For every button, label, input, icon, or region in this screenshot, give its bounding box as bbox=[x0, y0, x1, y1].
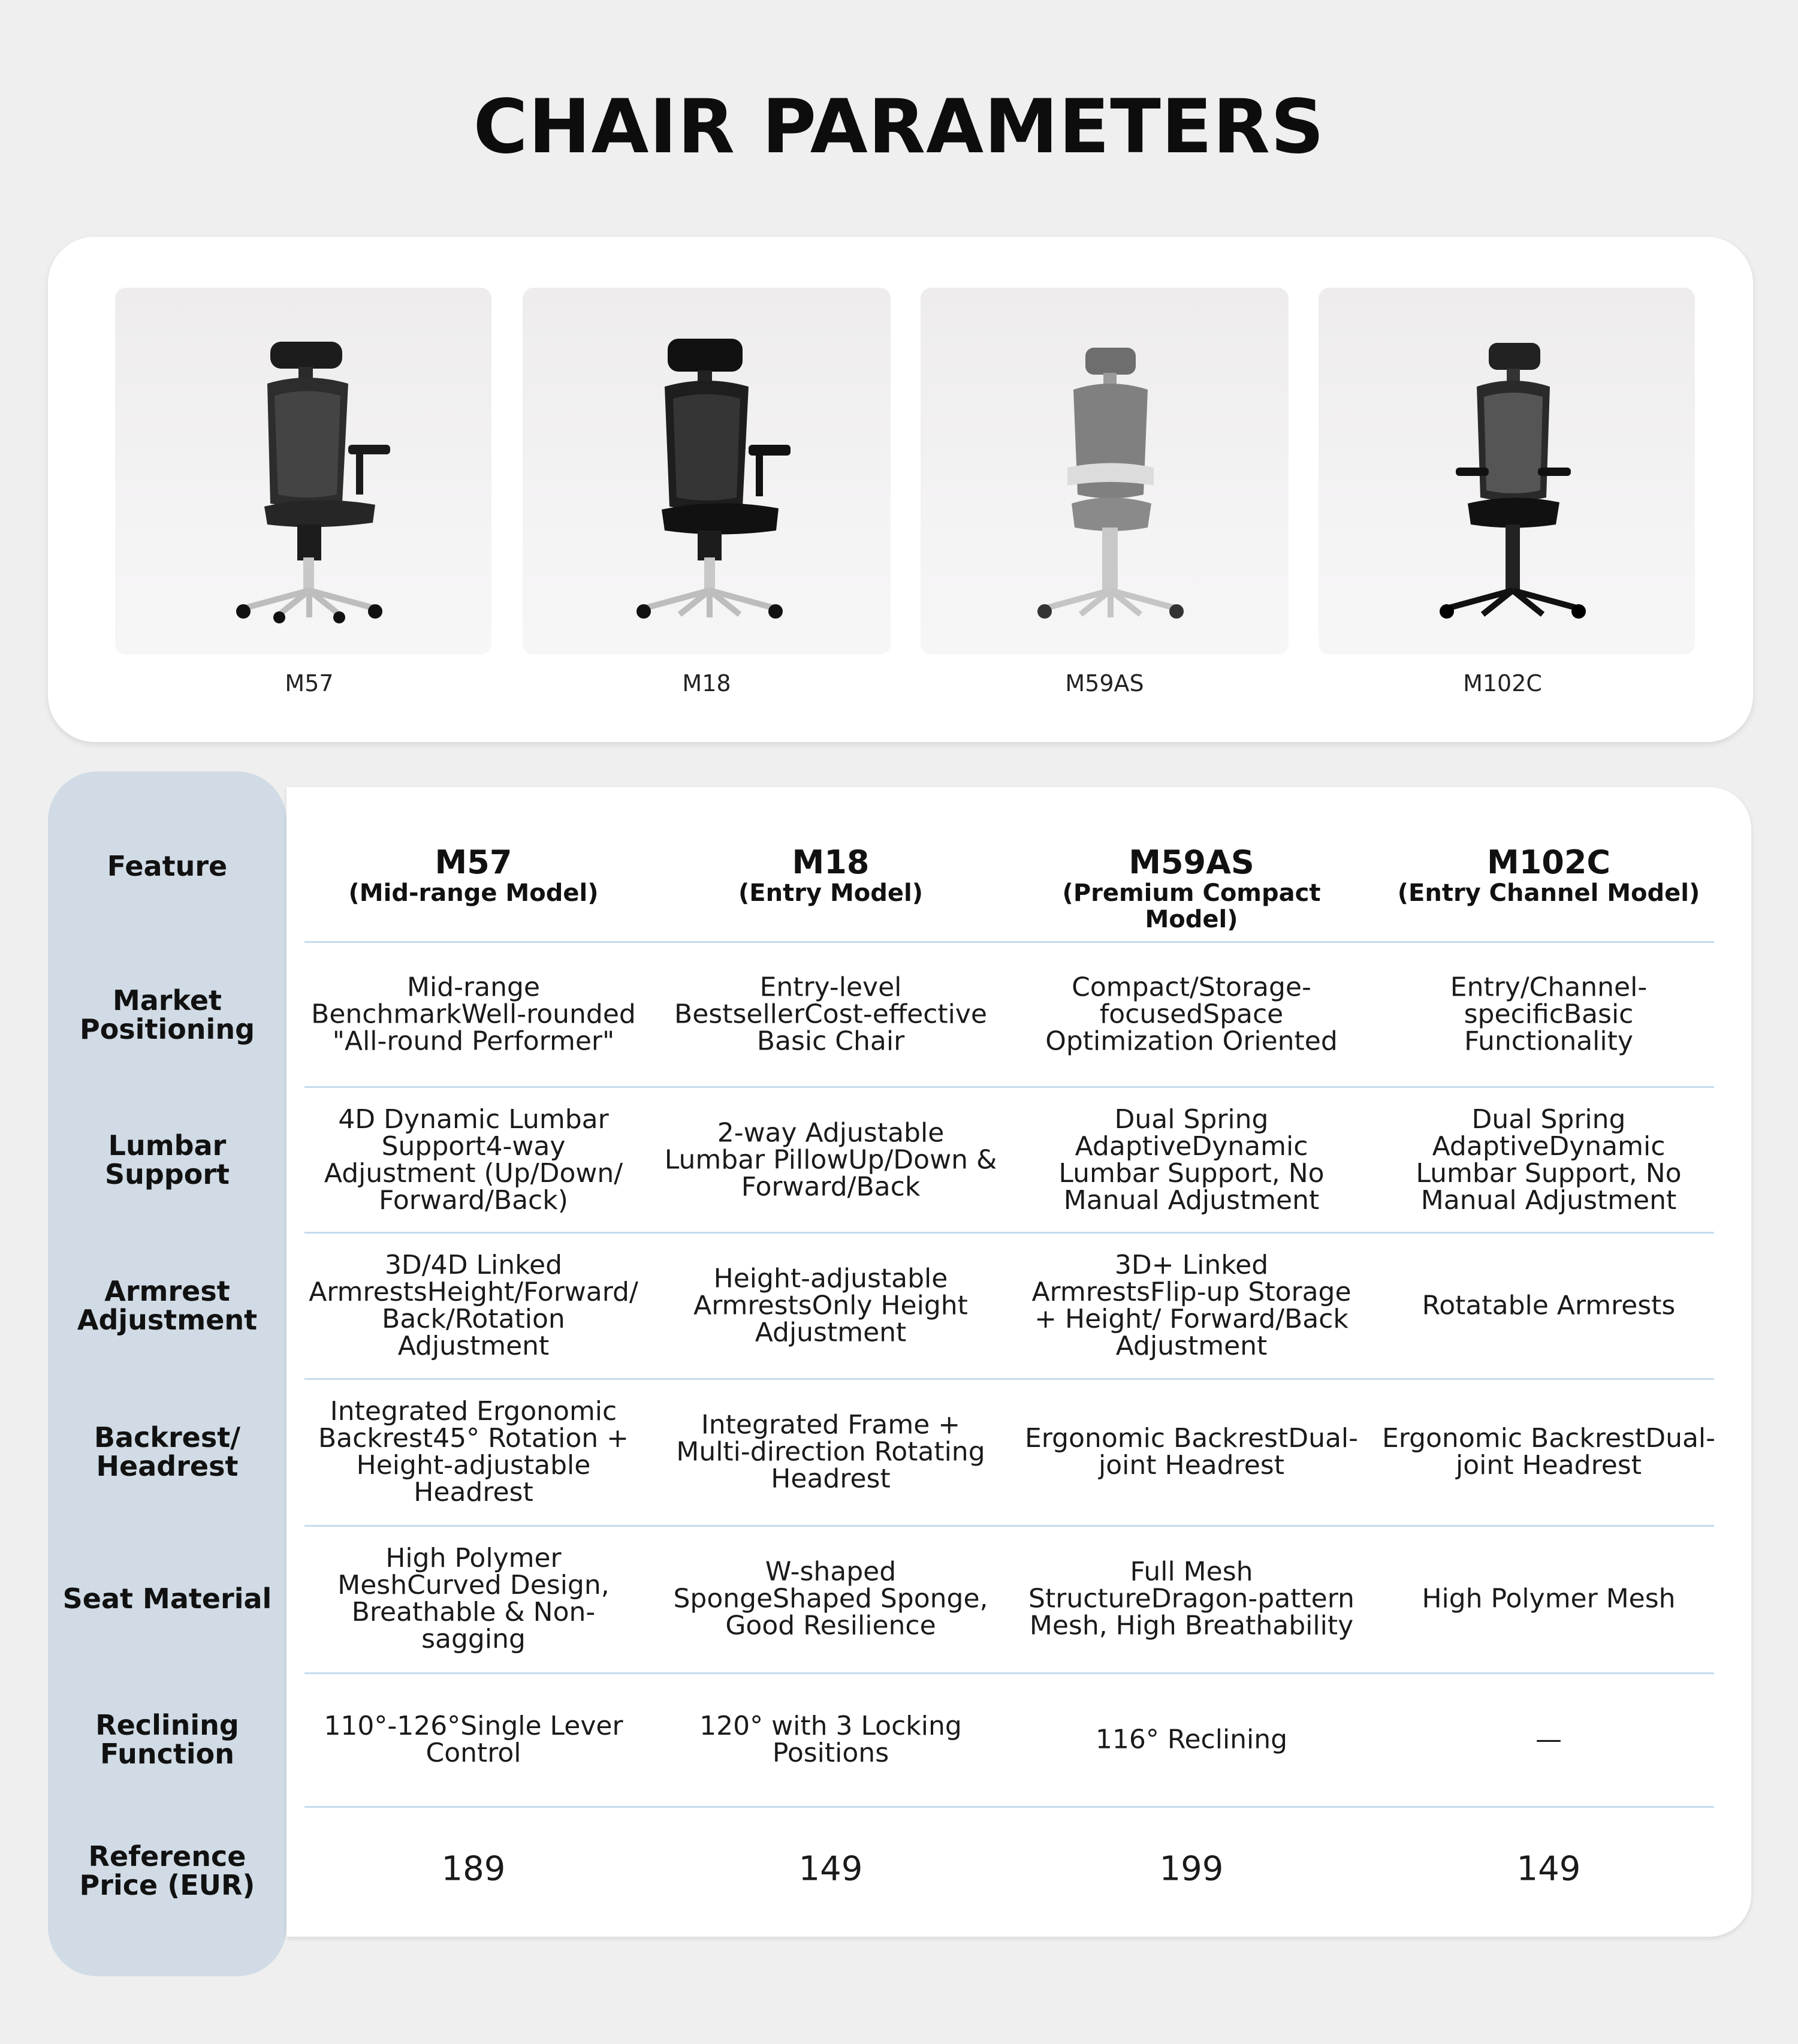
column-header-m57 bbox=[300, 845, 647, 906]
table-cell: Ergonomic BackrestDual-joint Headrest bbox=[1024, 1423, 1359, 1481]
feature-label: Armrest Adjustment bbox=[77, 1275, 258, 1336]
table-cell: 120° with 3 Locking Positions bbox=[699, 1711, 962, 1768]
table-cell: Mid-range BenchmarkWell-rounded "All-round Performer" bbox=[311, 972, 636, 1057]
chair-icon bbox=[599, 288, 814, 623]
chair-icon bbox=[1399, 288, 1615, 623]
column-tier: (Mid-range Model) bbox=[348, 879, 599, 907]
feature-label: Reference Price (EUR) bbox=[79, 1840, 255, 1901]
table-cell: Dual Spring AdaptiveDynamic Lumbar Support, No Manual Adjustment bbox=[1058, 1104, 1325, 1216]
table-cell: 4D Dynamic Lumbar Support4-way Adjustment (Up/Down/ Forward/Back) bbox=[324, 1104, 623, 1216]
table-cell: Full Mesh StructureDragon-pattern Mesh, High Breathability bbox=[1028, 1556, 1354, 1641]
feature-label: Market Positioning bbox=[79, 984, 255, 1045]
product-label-m59as: M59AS bbox=[1065, 670, 1144, 697]
table-cell: 2-way Adjustable Lumbar PillowUp/Down & Forward/Back bbox=[664, 1117, 997, 1202]
product-label-m57: M57 bbox=[285, 670, 334, 697]
product-label-m102c: M102C bbox=[1463, 670, 1542, 697]
price-cell: 189 bbox=[441, 1849, 506, 1889]
feature-label: Lumbar Support bbox=[104, 1129, 230, 1190]
table-cell: Dual Spring AdaptiveDynamic Lumbar Support, No Manual Adjustment bbox=[1416, 1104, 1682, 1216]
row-divider bbox=[304, 1525, 1714, 1527]
feature-label: Backrest/ Headrest bbox=[93, 1421, 240, 1482]
table-cell: W-shaped SpongeShaped Sponge, Good Resilience bbox=[673, 1556, 988, 1641]
row-divider bbox=[304, 1672, 1714, 1674]
column-tier: (Entry Channel Model) bbox=[1397, 879, 1700, 907]
column-model: M59AS bbox=[1129, 843, 1254, 881]
row-divider bbox=[304, 1232, 1714, 1234]
row-divider bbox=[304, 941, 1714, 943]
price-cell: 149 bbox=[798, 1849, 863, 1889]
product-image-m18[interactable] bbox=[523, 288, 891, 655]
column-tier: (Premium Compact Model) bbox=[1062, 879, 1321, 933]
column-model: M18 bbox=[792, 843, 870, 881]
product-image-m57[interactable] bbox=[115, 288, 491, 655]
table-cell: High Polymer Mesh bbox=[1422, 1583, 1676, 1614]
table-cell: 110°-126°Single Lever Control bbox=[324, 1711, 623, 1768]
table-cell: Entry-level BestsellerCost-effective Basic Chair bbox=[674, 972, 987, 1057]
table-cell: 3D/4D Linked ArmrestsHeight/Forward/ Back/Rotation Adjustment bbox=[309, 1250, 638, 1361]
table-cell: Entry/Channel-specificBasic Functionality bbox=[1450, 972, 1648, 1057]
table-cell: 3D+ Linked ArmrestsFlip-up Storage + Height/ Forward/Back Adjustment bbox=[1031, 1250, 1351, 1361]
table-cell: Compact/Storage-focusedSpace Optimization Oriented bbox=[1045, 972, 1338, 1057]
table-cell: — bbox=[1535, 1724, 1562, 1755]
table-cell: 116° Reclining bbox=[1095, 1724, 1288, 1755]
table-cell: Integrated Frame + Multi-direction Rotating Headrest bbox=[676, 1409, 985, 1494]
column-model: M57 bbox=[435, 843, 512, 881]
chair-icon bbox=[195, 288, 411, 623]
table-cell: High Polymer MeshCurved Design, Breathable & Non-sagging bbox=[337, 1543, 610, 1654]
column-model: M102C bbox=[1486, 843, 1611, 881]
product-image-m59as[interactable] bbox=[921, 288, 1289, 655]
row-divider bbox=[304, 1086, 1714, 1088]
feature-label: Seat Material bbox=[62, 1582, 272, 1615]
feature-header: Feature bbox=[107, 850, 228, 882]
column-header-m59as bbox=[1018, 845, 1365, 933]
price-cell: 199 bbox=[1159, 1849, 1224, 1889]
table-cell: Integrated Ergonomic Backrest45° Rotation + Height-adjustable Headrest bbox=[318, 1396, 629, 1508]
feature-label: Reclining Function bbox=[95, 1709, 239, 1770]
feature-column bbox=[48, 771, 286, 1976]
row-divider bbox=[304, 1806, 1714, 1808]
page-title: CHAIR PARAMETERS bbox=[473, 84, 1325, 170]
table-cell: Height-adjustable ArmrestsOnly Height Adjustment bbox=[693, 1263, 968, 1348]
table-cell: Ergonomic BackrestDual-joint Headrest bbox=[1381, 1423, 1716, 1481]
product-image-m102c[interactable] bbox=[1319, 288, 1695, 655]
column-header-m18 bbox=[657, 845, 1004, 906]
product-label-m18: M18 bbox=[682, 670, 731, 697]
price-cell: 149 bbox=[1516, 1849, 1581, 1889]
row-divider bbox=[304, 1378, 1714, 1380]
column-header-m102c bbox=[1375, 845, 1722, 906]
chair-icon bbox=[997, 288, 1212, 623]
table-cell: Rotatable Armrests bbox=[1422, 1290, 1676, 1321]
column-tier: (Entry Model) bbox=[738, 879, 923, 907]
